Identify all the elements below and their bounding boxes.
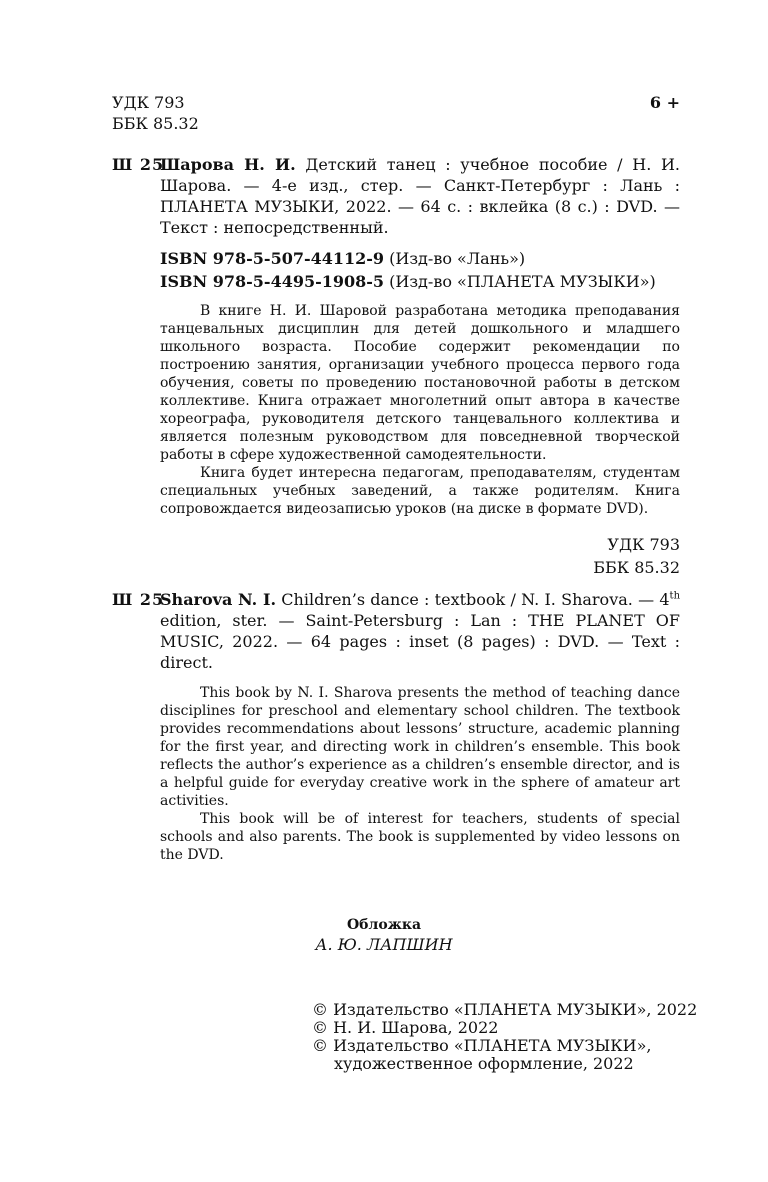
bbk-code: ББК 85.32 <box>112 114 199 133</box>
bbk-code-bottom: ББК 85.32 <box>593 558 680 577</box>
isbn-planeta <box>160 271 656 292</box>
edition-superscript: th <box>669 590 681 602</box>
copyright-line: художественное оформление, 2022 <box>334 1054 634 1073</box>
description-text-en: Children’s dance : textbook / N. I. Sharova. — 4 <box>276 590 670 609</box>
isbn-publisher: (Изд-во «ПЛАНЕТА МУЗЫКИ») <box>384 272 656 291</box>
bibliographic-description-en <box>160 589 680 673</box>
copyright-line: © Н. И. Шарова, 2022 <box>312 1018 499 1037</box>
author-mark-en: Ш 25 <box>112 590 165 609</box>
abstract-en <box>160 684 680 864</box>
cover-credit-artist: А. Ю. ЛАПШИН <box>315 935 453 954</box>
cover-credit-label: Обложка <box>346 917 422 933</box>
udk-code-bottom: УДК 793 <box>607 535 680 554</box>
isbn-number: ISBN 978-5-507-44112-9 <box>160 249 385 268</box>
description-text-en-cont: edition, ster. — Saint-Petersburg : Lan : THE PLANET OF MUSIC, 2022. — 64 pages : inset (8 pages) : DVD. — Text : direct. <box>160 611 680 672</box>
isbn-number: ISBN 978-5-4495-1908-5 <box>160 272 385 291</box>
copyright-line: © Издательство «ПЛАНЕТА МУЗЫКИ», 2022 <box>312 1000 698 1019</box>
abstract-paragraph: This book will be of interest for teachers, students of special schools and also parents. The book is supplemented by video lessons on the DVD. <box>160 811 680 863</box>
abstract-paragraph: Книга будет интересна педагогам, преподавателям, студентам специальных учебных заведений, а также родителям. Книга сопровождается видеозаписью уроков (на диске в формате DVD). <box>160 465 680 517</box>
age-rating: 6 + <box>649 93 680 112</box>
bibliographic-description-ru <box>160 154 680 238</box>
author-name-ru: Шарова Н. И. <box>160 155 296 174</box>
abstract-paragraph: This book by N. I. Sharova presents the method of teaching dance disciplines for preschool and elementary school children. The textbook provides recommendations about lessons’ structure, academic planning for the first year, and directing work in children’s ensemble. This book reflects the author’s experience as a children’s ensemble director, and is a helpful guide for everyday creative work in the sphere of amateur art activities. <box>160 685 680 809</box>
isbn-publisher: (Изд-во «Лань») <box>384 249 526 268</box>
copyright-line: © Издательство «ПЛАНЕТА МУЗЫКИ», <box>312 1036 652 1055</box>
author-mark-ru: Ш 25 <box>112 155 165 174</box>
copyright-block <box>312 1001 697 1073</box>
abstract-paragraph: В книге Н. И. Шаровой разработана методика преподавания танцевальных дисциплин для детей дошкольного и младшего школьного возраста. Пособие содержит рекомендации по построению занятия, организации учебного процесса первого года обучения, советы по проведению постановочной работы в детском коллективе. Книга отражает многолетний опыт автора в качестве хореографа, руководителя детского танцевального коллектива и является полезным руководством для повседневной творческой работы в сфере художественной самодеятельности. <box>160 303 680 463</box>
udk-code: УДК 793 <box>112 93 185 112</box>
abstract-ru <box>160 302 680 518</box>
isbn-lan <box>160 248 525 269</box>
description-text-ru: Детский танец : учебное пособие / Н. И. Шарова. — 4-е изд., стер. — Санкт-Петербург : Лань : ПЛАНЕТА МУЗЫКИ, 2022. — 64 с. : вклейка (8 с.) : DVD. — Текст : непосредственный. <box>160 155 680 237</box>
author-name-en: Sharova N. I. <box>160 590 277 609</box>
